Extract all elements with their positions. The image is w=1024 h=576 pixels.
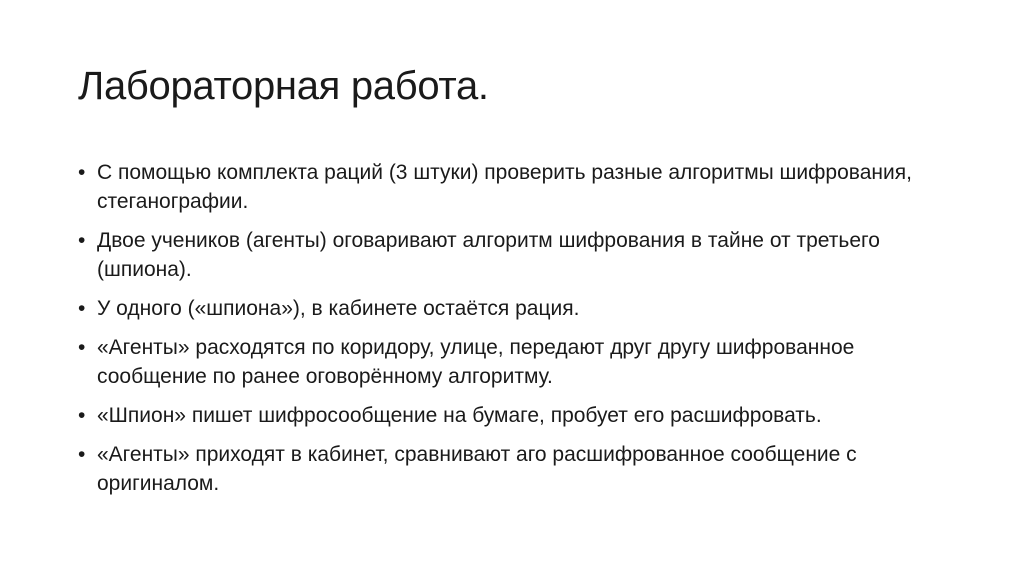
bullet-item: [78, 333, 958, 391]
bullet-item: [78, 158, 958, 216]
bullet-dot-icon: •: [78, 297, 86, 320]
bullet-list: [78, 158, 958, 508]
slide-title: Лабораторная работа.: [78, 64, 489, 108]
bullet-text: «Агенты» расходятся по коридору, улице, передают друг другу шифрованное сообщение по ранее оговорённому алгоритму.: [97, 336, 855, 388]
bullet-text: «Шпион» пишет шифросообщение на бумаге, пробует его расшифровать.: [97, 404, 822, 427]
bullet-dot-icon: •: [78, 336, 86, 359]
bullet-item: [78, 226, 958, 284]
bullet-item: [78, 401, 958, 430]
bullet-item: [78, 294, 958, 323]
bullet-dot-icon: •: [78, 161, 86, 184]
bullet-text: У одного («шпиона»), в кабинете остаётся рация.: [97, 297, 580, 320]
bullet-text: С помощью комплекта раций (3 штуки) проверить разные алгоритмы шифрования, стеганографии.: [97, 161, 912, 213]
bullet-text: «Агенты» приходят в кабинет, сравнивают аго расшифрованное сообщение с оригиналом.: [97, 443, 857, 495]
bullet-dot-icon: •: [78, 443, 86, 466]
bullet-item: [78, 440, 958, 498]
bullet-dot-icon: •: [78, 229, 86, 252]
bullet-text: Двое учеников (агенты) оговаривают алгоритм шифрования в тайне от третьего (шпиона).: [97, 229, 880, 281]
bullet-dot-icon: •: [78, 404, 86, 427]
